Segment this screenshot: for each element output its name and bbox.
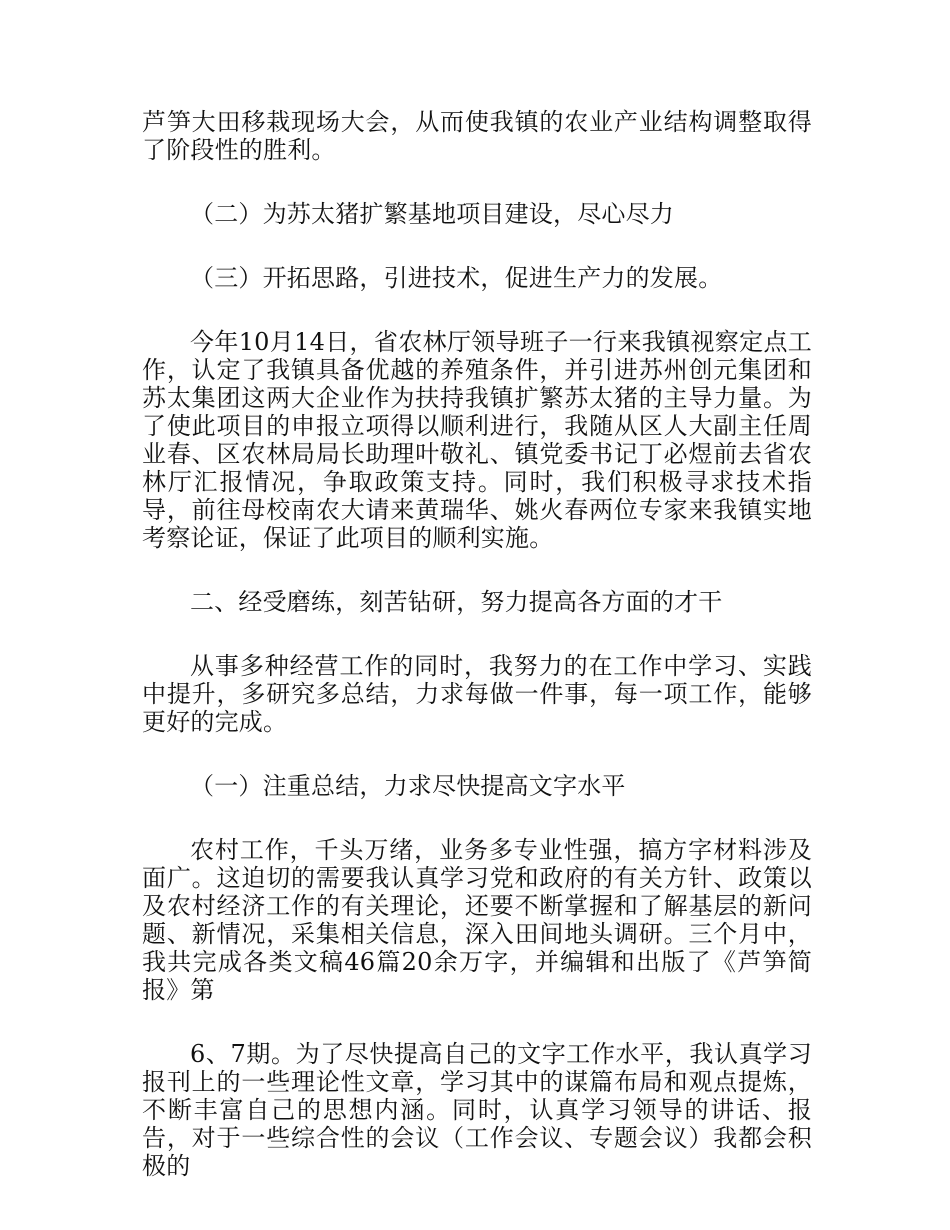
paragraph-writing-improvement: 6、7期。为了尽快提高自己的文字工作水平，我认真学习报刊上的一些理论性文章，学习其中的谋篇布局和观点提炼，不断丰富自己的思想内涵。同时，认真学习领导的讲话、报告，对于一些综合性的会议（工作会议、专题会议）我都会积极的 [142,1040,812,1180]
paragraph-rural-work: 农村工作，千头万绪，业务多专业性强，搞方字材料涉及面广。这迫切的需要我认真学习党和政府的有关方针、政策以及农村经济工作的有关理论，还要不断掌握和了解基层的新问题、新情况，采集相关信息，深入田间地头调研。三个月中，我共完成各类文稿46篇20余万字，并编辑和出版了《芦笋简报》第 [142,836,812,1004]
paragraph-project-visit: 今年10月14日，省农林厅领导班子一行来我镇视察定点工作，认定了我镇具备优越的养殖条件，并引进苏州创元集团和苏太集团这两大企业作为扶持我镇扩繁苏太猪的主导力量。为了使此项目的申报立项得以顺利进行，我随从区人大副主任周业春、区农林局局长助理叶敬礼、镇党委书记丁必煜前去省农林厅汇报情况，争取政策支持。同时，我们积极寻求技术指导，前往母校南农大请来黄瑞华、姚火春两位专家来我镇实地考察论证，保证了此项目的顺利实施。 [142,328,812,552]
paragraph-work-learning: 从事多种经营工作的同时，我努力的在工作中学习、实践中提升，多研究多总结，力求每做一件事，每一项工作，能够更好的完成。 [142,652,812,736]
section-heading-3: （三）开拓思路，引进技术，促进生产力的发展。 [190,264,723,292]
section-heading-2: （二）为苏太猪扩繁基地项目建设，尽心尽力 [190,200,674,228]
section-heading-1: （一）注重总结，力求尽快提高文字水平 [190,772,626,800]
paragraph-continuation: 芦笋大田移栽现场大会，从而使我镇的农业产业结构调整取得了阶段性的胜利。 [142,108,812,164]
chapter-heading-2: 二、经受磨练，刻苦钻研，努力提高各方面的才干 [190,588,723,616]
document-body [142,108,812,1180]
